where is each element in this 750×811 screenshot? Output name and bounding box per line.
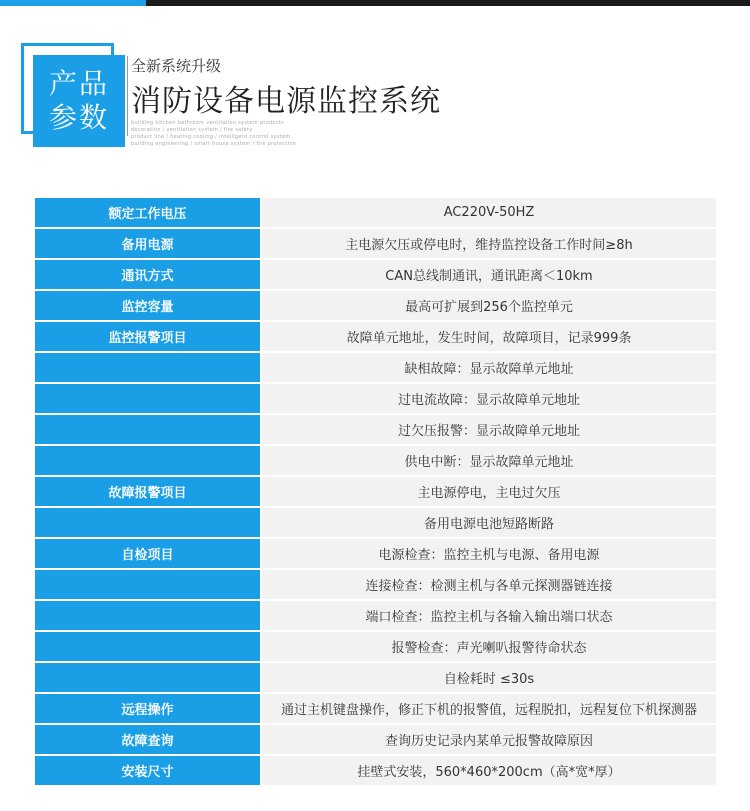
row-value: 电源检查：监控主机与电源、备用电源	[261, 538, 716, 569]
badge-line-2: 参数	[48, 101, 109, 134]
top-bar	[0, 0, 750, 6]
row-label: 安装尺寸	[35, 755, 261, 786]
table-row	[35, 631, 716, 662]
tiny-caption-1: building kitchen bathroom ventilation system products	[131, 120, 285, 126]
row-value: CAN总线制通讯，通讯距离＜10km	[261, 259, 716, 290]
row-value: 过电流故障：显示故障单元地址	[261, 383, 716, 414]
row-value: 主电源欠压或停电时，维持监控设备工作时间≥8h	[261, 228, 716, 259]
row-value: 故障单元地址，发生时间，故障项目，记录999条	[261, 321, 716, 352]
row-value: 缺相故障：显示故障单元地址	[261, 352, 716, 383]
header-subtitle: 全新系统升级	[131, 57, 222, 75]
row-value: 过欠压报警：显示故障单元地址	[261, 414, 716, 445]
row-label	[35, 631, 261, 662]
row-value: 连接检查：检测主机与各单元探测器链连接	[261, 569, 716, 600]
row-value: 通过主机键盘操作，修正下机的报警值，远程脱扣，远程复位下机探测器	[261, 693, 716, 724]
row-value: 报警检查：声光喇叭报警待命状态	[261, 631, 716, 662]
table-row	[35, 259, 716, 290]
tiny-caption-4: building engineering / smart house system / fire protection	[131, 141, 297, 147]
table-row	[35, 445, 716, 476]
row-label: 额定工作电压	[35, 198, 261, 228]
page-title: 消防设备电源监控系统	[131, 84, 441, 119]
row-value: 挂壁式安装，560*460*200cm（高*宽*厚）	[261, 755, 716, 786]
row-label: 故障查询	[35, 724, 261, 755]
product-params-badge	[33, 55, 125, 147]
table-row	[35, 755, 716, 786]
row-label	[35, 662, 261, 693]
row-label: 远程操作	[35, 693, 261, 724]
row-label: 自检项目	[35, 538, 261, 569]
row-label	[35, 445, 261, 476]
table-row	[35, 198, 716, 228]
row-value: 供电中断：显示故障单元地址	[261, 445, 716, 476]
header-divider	[127, 56, 128, 136]
table-row	[35, 290, 716, 321]
table-row	[35, 538, 716, 569]
row-label	[35, 507, 261, 538]
row-value: AC220V-50HZ	[261, 198, 716, 228]
table-row	[35, 228, 716, 259]
table-row	[35, 724, 716, 755]
table-row	[35, 352, 716, 383]
table-row	[35, 693, 716, 724]
row-label	[35, 600, 261, 631]
row-label	[35, 569, 261, 600]
row-label: 故障报警项目	[35, 476, 261, 507]
row-value: 端口检查：监控主机与各输入输出端口状态	[261, 600, 716, 631]
row-label: 通讯方式	[35, 259, 261, 290]
table-row	[35, 321, 716, 352]
table-row	[35, 662, 716, 693]
table-row	[35, 569, 716, 600]
badge-line-1: 产品	[48, 67, 109, 100]
row-label: 监控报警项目	[35, 321, 261, 352]
row-label: 备用电源	[35, 228, 261, 259]
table-row	[35, 507, 716, 538]
row-label	[35, 383, 261, 414]
top-bar-accent	[0, 0, 146, 6]
table-row	[35, 476, 716, 507]
table-row	[35, 383, 716, 414]
row-label	[35, 414, 261, 445]
table-row	[35, 600, 716, 631]
table-row	[35, 414, 716, 445]
row-label: 监控容量	[35, 290, 261, 321]
row-value: 自检耗时 ≤30s	[261, 662, 716, 693]
row-value: 最高可扩展到256个监控单元	[261, 290, 716, 321]
row-value: 主电源停电，主电过欠压	[261, 476, 716, 507]
row-value: 查询历史记录内某单元报警故障原因	[261, 724, 716, 755]
row-label	[35, 352, 261, 383]
tiny-caption-2: decoration / ventilation system / fire safety	[131, 127, 253, 133]
tiny-caption-3: product line / heating cooling / intelligent control system	[131, 134, 291, 140]
row-value: 备用电源电池短路断路	[261, 507, 716, 538]
spec-table	[35, 198, 716, 787]
